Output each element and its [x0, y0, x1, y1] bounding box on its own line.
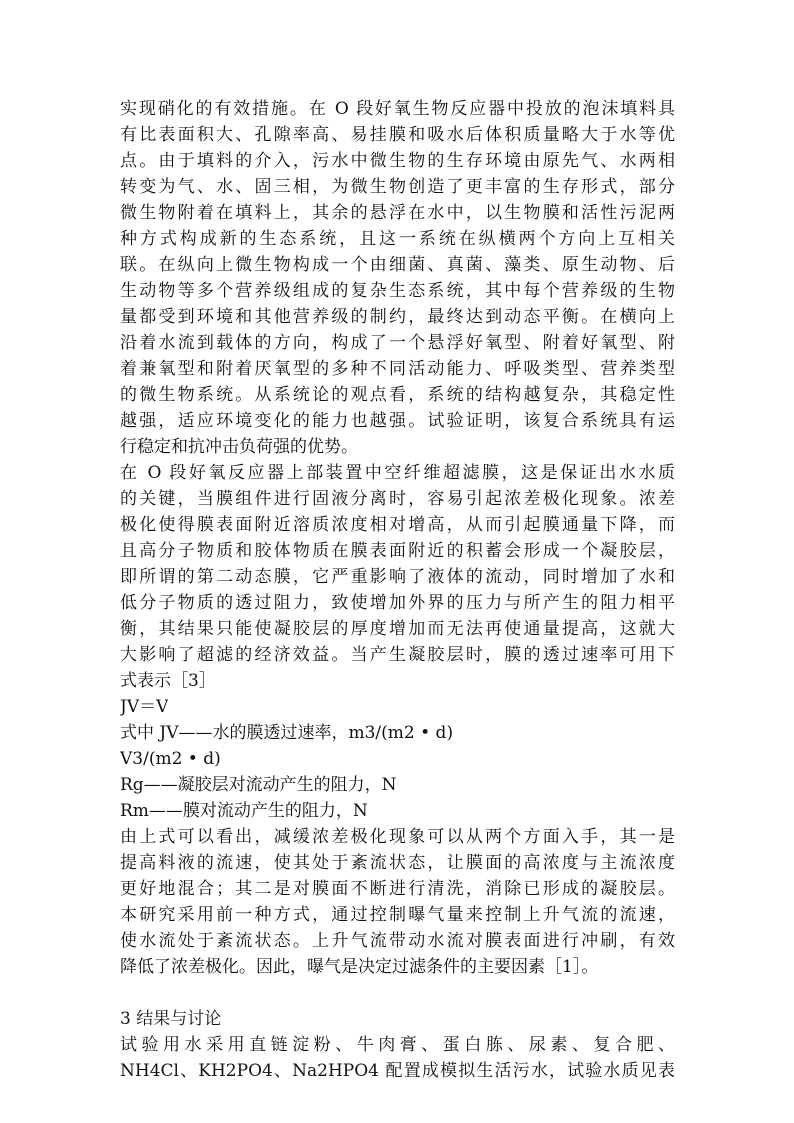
text-line: 降低了浓差极化。因此，曝气是决定过滤条件的主要因素［1］。 [120, 957, 599, 977]
text-line: 提高料液的流速，使其处于紊流状态，让膜面的高浓度与主流浓度 [120, 853, 675, 873]
text-line: 转变为气、水、固三相，为微生物创造了更丰富的生存形式，部分 [120, 177, 675, 197]
text-line: 在 O 段好氧反应器上部装置中空纤维超滤膜，这是保证出水水质 [120, 463, 675, 483]
text-line: 种方式构成新的生态系统，且这一系统在纵横两个方向上互相关 [120, 229, 675, 249]
text-line: 即所谓的第二动态膜，它严重影响了液体的流动，同时增加了水和 [120, 567, 675, 587]
text-line: 低分子物质的透过阻力，致使增加外界的压力与所产生的阻力相平 [120, 593, 675, 613]
text-line: NH4Cl、KH2PO4、Na2HPO4 配置成模拟生活污水，试验水质见表 [120, 1061, 675, 1081]
text-line: 联。在纵向上微生物构成一个由细菌、真菌、藻类、原生动物、后 [120, 255, 675, 275]
formula-line: 式中 JV——水的膜透过速率，m3/(m2 • d) [120, 723, 454, 743]
text-line: 大影响了超滤的经济效益。当产生凝胶层时，膜的透过速率可用下 [120, 645, 675, 665]
text-line: 点。由于填料的介入，污水中微生物的生存环境由原先气、水两相 [120, 151, 675, 171]
text-line: 试验用水采用直链淀粉、牛肉膏、蛋白胨、尿素、复合肥、 [120, 1035, 675, 1055]
text-line: 沿着水流到载体的方向，构成了一个悬浮好氧型、附着好氧型、附 [120, 333, 675, 353]
text-line: 微生物附着在填料上，其余的悬浮在水中，以生物膜和活性污泥两 [120, 203, 675, 223]
text-line: 实现硝化的有效措施。在 O 段好氧生物反应器中投放的泡沫填料具 [120, 99, 675, 119]
section-heading: 3 结果与讨论 [120, 1009, 222, 1029]
text-line: 由上式可以看出，减缓浓差极化现象可以从两个方面入手，其一是 [120, 827, 675, 847]
text-line: 更好地混合；其二是对膜面不断进行清洗，消除已形成的凝胶层。 [120, 879, 675, 899]
text-line: 量都受到环境和其他营养级的制约，最终达到动态平衡。在横向上 [120, 307, 675, 327]
text-line: 的关键，当膜组件进行固液分离时，容易引起浓差极化现象。浓差 [120, 489, 675, 509]
text-line: 使水流处于紊流状态。上升气流带动水流对膜表面进行冲刷，有效 [120, 931, 675, 951]
text-line: 极化使得膜表面附近溶质浓度相对增高，从而引起膜通量下降，而 [120, 515, 675, 535]
text-line: 式表示［3］ [120, 671, 216, 691]
text-line: 有比表面积大、孔隙率高、易挂膜和吸水后体积质量略大于水等优 [120, 125, 675, 145]
text-line: 衡，其结果只能使凝胶层的厚度增加而无法再使通量提高，这就大 [120, 619, 675, 639]
formula-line: JV＝V [120, 697, 169, 717]
text-line: 着兼氧型和附着厌氧型的多种不同活动能力、呼吸类型、营养类型 [120, 359, 675, 379]
text-line: 行稳定和抗冲击负荷强的优势。 [120, 437, 358, 457]
formula-line: V3/(m2 • d) [120, 749, 221, 769]
text-line: 越强，适应环境变化的能力也越强。试验证明，该复合系统具有运 [120, 411, 675, 431]
text-line: 且高分子物质和胶体物质在膜表面附近的积蓄会形成一个凝胶层， [120, 541, 675, 561]
text-line: 的微生物系统。从系统论的观点看，系统的结构越复杂，其稳定性 [120, 385, 675, 405]
text-line: 本研究采用前一种方式，通过控制曝气量来控制上升气流的流速， [120, 905, 675, 925]
text-line: 生动物等多个营养级组成的复杂生态系统，其中每个营养级的生物 [120, 281, 675, 301]
formula-line: Rm——膜对流动产生的阻力，N [120, 801, 368, 821]
formula-line: Rg——凝胶层对流动产生的阻力，N [120, 775, 397, 795]
